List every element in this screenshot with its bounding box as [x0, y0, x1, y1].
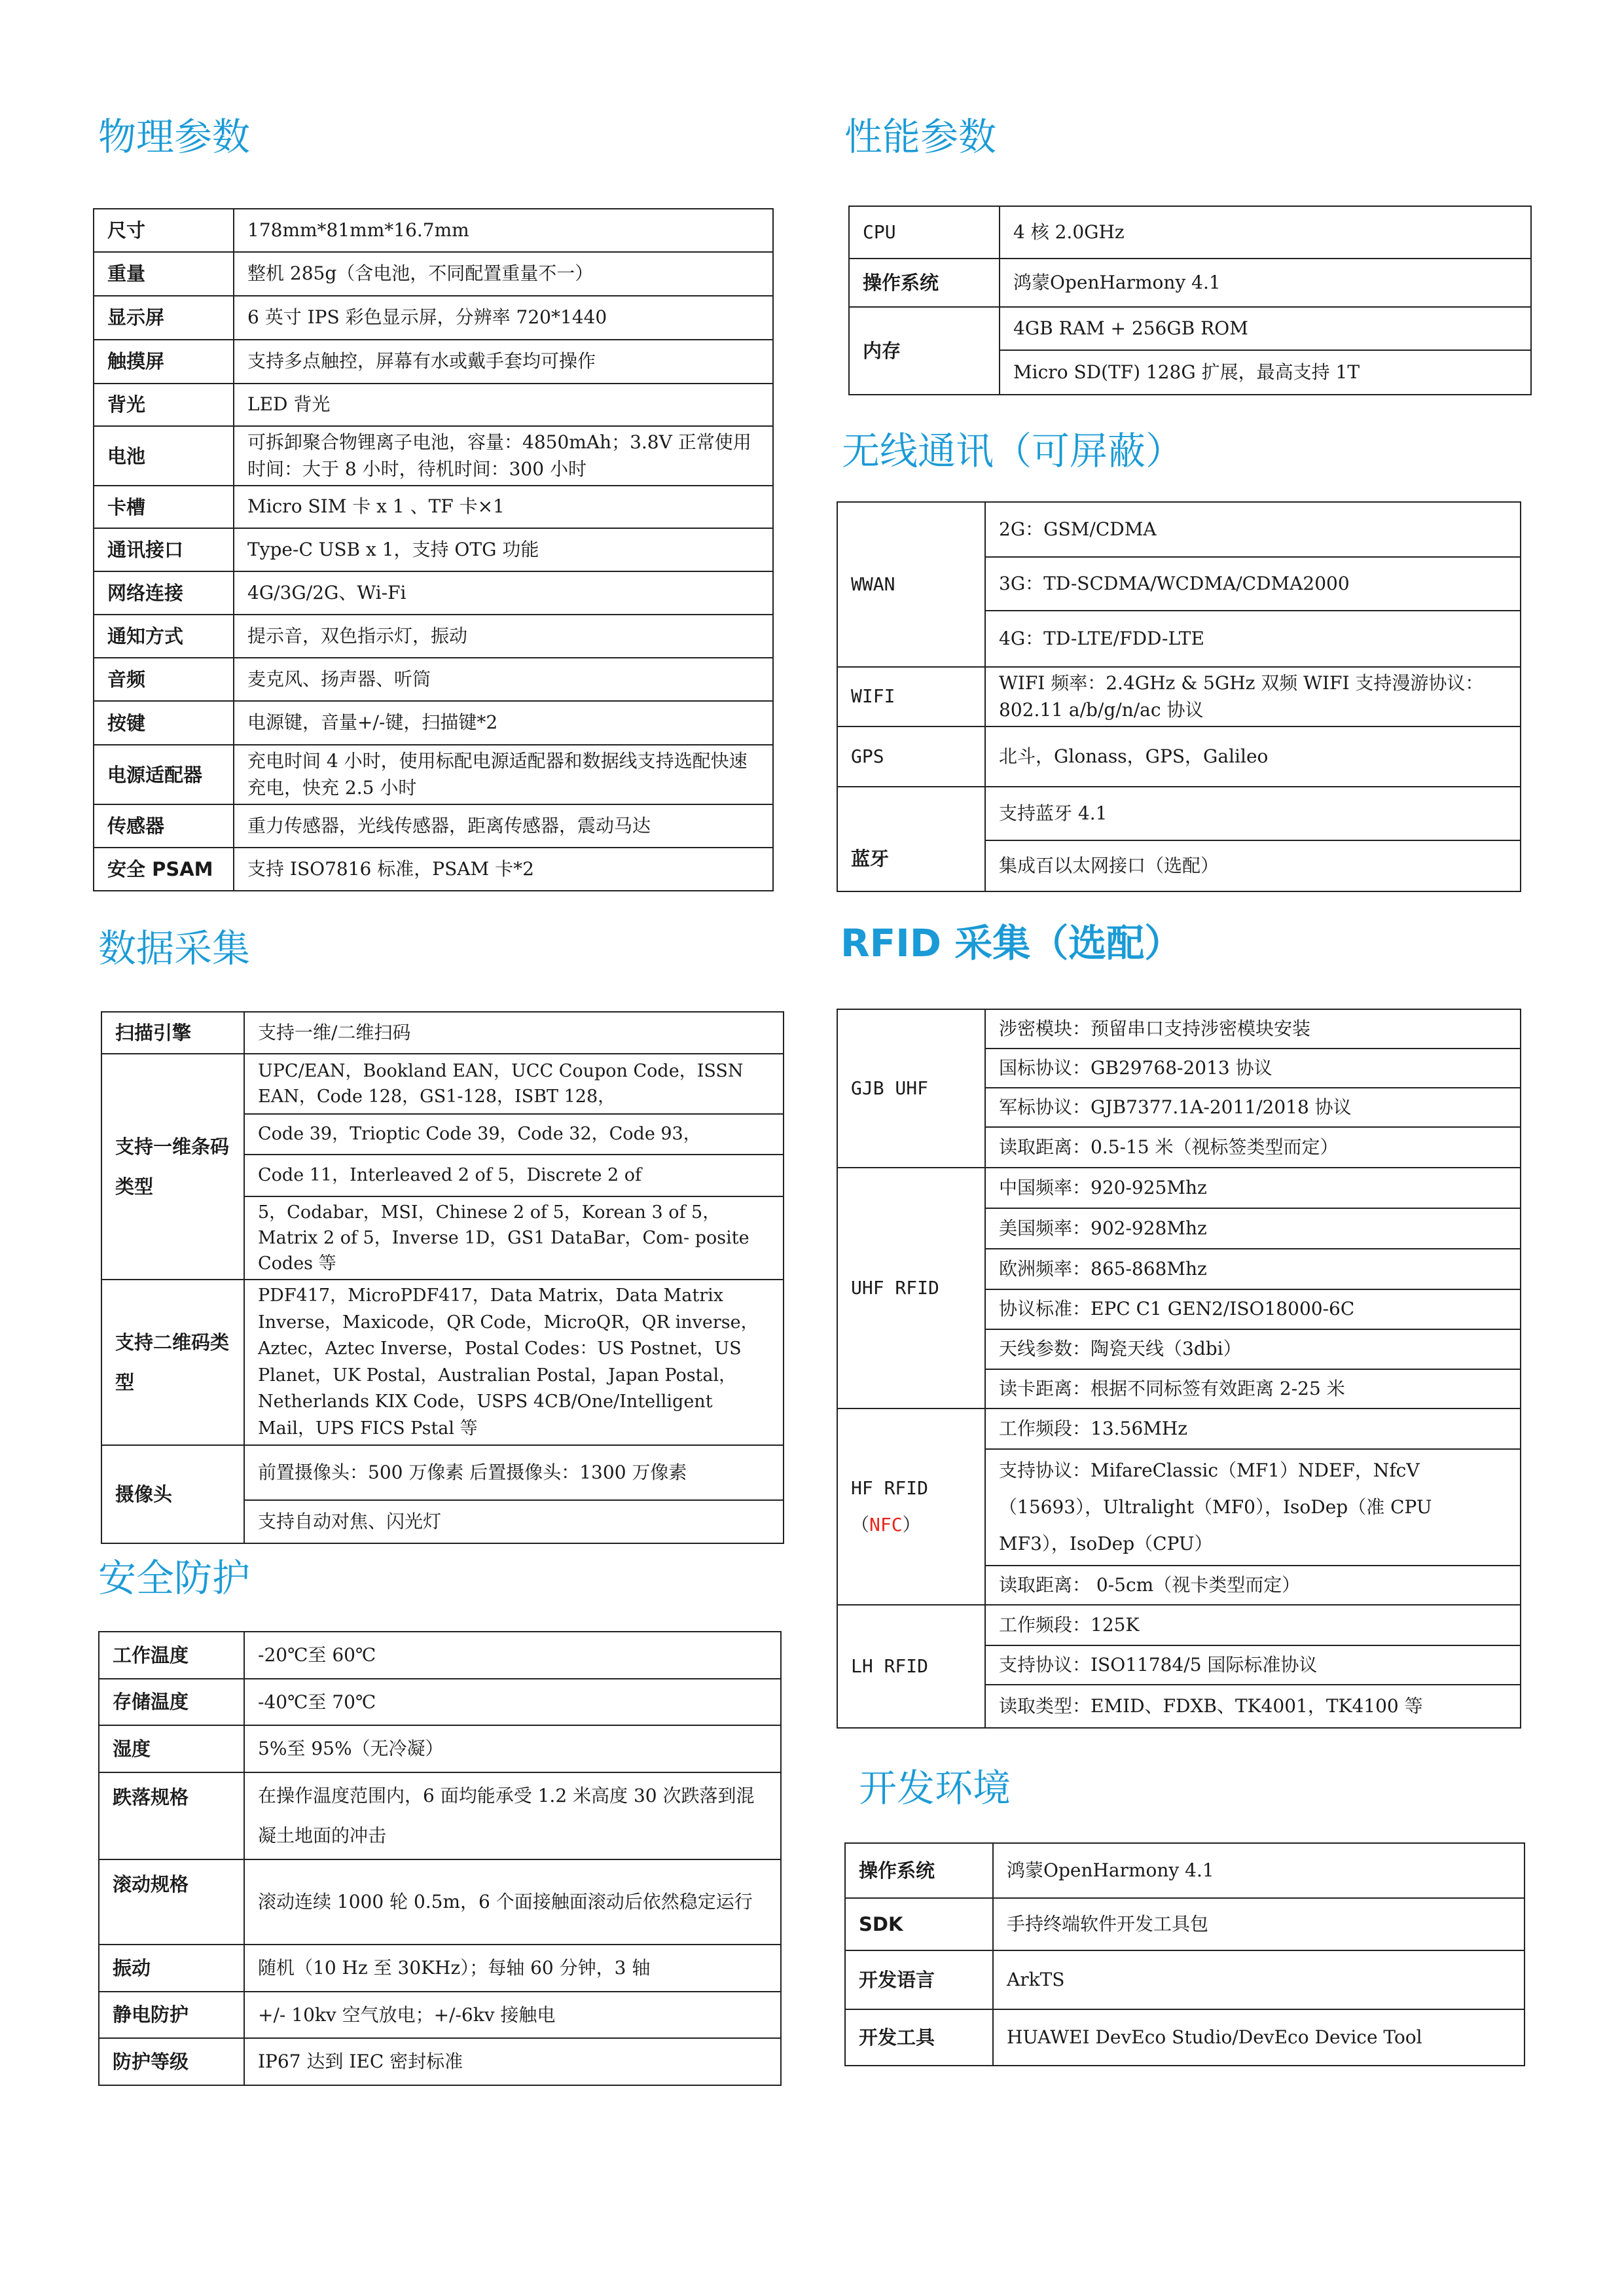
gjb-uhf-value: 读取距离：0.5-15 米（视标签类型而定） [985, 1127, 1521, 1168]
one-d-value-1: UPC/EAN，Bookland EAN，UCC Coupon Code，ISSN EAN，Code 128，GS1-128，ISBT 128， [244, 1054, 784, 1114]
gps-key: GPS [837, 726, 985, 787]
physical-value: LED 背光 [234, 384, 773, 426]
uhf-rfid-value: 协议标准：EPC C1 GEN2/ISO18000-6C [985, 1289, 1521, 1329]
physical-key: 安全 PSAM [94, 848, 234, 891]
uhf-rfid-value: 读卡距离：根据不同标签有效距离 2-25 米 [985, 1369, 1521, 1408]
physical-key: 传感器 [94, 804, 234, 848]
bluetooth-value-2: 集成百以太网接口（选配） [985, 840, 1521, 891]
table-row [845, 2009, 1525, 2066]
engine-key: 扫描引擎 [101, 1012, 244, 1054]
dev-env-body [845, 1843, 1525, 2066]
uhf-rfid-value: 欧洲频率：865-868Mhz [985, 1249, 1521, 1289]
lh-rfid-value: 读取类型：EMID、FDXB、TK4001，TK4100 等 [985, 1685, 1521, 1728]
table-row [94, 615, 773, 658]
physical-key: 电源适配器 [94, 745, 234, 804]
security-value: -20℃至 60℃ [244, 1632, 781, 1679]
section-title-wireless: 无线通讯（可屏蔽） [842, 429, 1184, 473]
wwan-3g: 3G：TD-SCDMA/WCDMA/CDMA2000 [985, 557, 1521, 611]
performance-table [848, 206, 1532, 395]
dev-env-key: 开发工具 [845, 2009, 993, 2066]
table-row [94, 486, 773, 528]
dev-env-value: ArkTS [993, 1950, 1525, 2009]
physical-value: 提示音，双色指示灯，振动 [234, 615, 773, 658]
hf-rfid-key-label: HF RFID [851, 1477, 929, 1499]
physical-value: 电源键，音量+/-键，扫描键*2 [234, 701, 773, 745]
security-value: IP67 达到 IEC 密封标准 [244, 2038, 781, 2085]
wireless-table [837, 501, 1521, 892]
table-row [99, 1679, 781, 1726]
security-value: -40℃至 70℃ [244, 1679, 781, 1726]
security-body [99, 1632, 781, 2085]
os-value: 鸿蒙OpenHarmony 4.1 [1000, 259, 1531, 307]
security-key: 跌落规格 [99, 1772, 244, 1859]
hf-rfid-protocol: 支持协议：MifareClassic（MF1）NDEF，NfcV（15693），Ultralight（MF0），IsoDep（准 CPU MF3），IsoDep（CPU） [985, 1449, 1521, 1566]
dev-env-value: HUAWEI DevEco Studio/DevEco Device Tool [993, 2009, 1525, 2066]
security-value: 随机（10 Hz 至 30KHz）；每轴 60 分钟，3 轴 [244, 1945, 781, 1992]
camera-value-2: 支持自动对焦、闪光灯 [244, 1500, 784, 1543]
hf-rfid-freq: 工作频段：13.56MHz [985, 1408, 1521, 1449]
physical-key: 电池 [94, 426, 234, 486]
table-row [94, 209, 773, 252]
table-row [837, 1168, 1521, 1208]
physical-value: 可拆卸聚合物锂离子电池，容量：4850mAh；3.8V 正常使用时间：大于 8 小时，待机时间：300 小时 [234, 426, 773, 486]
section-title-security: 安全防护 [98, 1556, 251, 1600]
physical-key: 通讯接口 [94, 528, 234, 571]
table-row [94, 571, 773, 615]
physical-value: 支持 ISO7816 标准，PSAM 卡*2 [234, 848, 773, 891]
gjb-uhf-value: 军标协议：GJB7377.1A-2011/2018 协议 [985, 1088, 1521, 1127]
two-d-key: 支持二维码类型 [101, 1280, 244, 1445]
table-row [94, 340, 773, 384]
gjb-uhf-value: 国标协议：GB29768-2013 协议 [985, 1049, 1521, 1088]
table-row [837, 1605, 1521, 1645]
memory-value-1: 4GB RAM + 256GB ROM [1000, 307, 1531, 350]
table-row [94, 745, 773, 804]
physical-key: 网络连接 [94, 571, 234, 615]
os-key: 操作系统 [849, 259, 1000, 307]
hf-rfid-paren-open: （ [851, 1514, 870, 1535]
physical-value: 充电时间 4 小时，使用标配电源适配器和数据线支持选配快速充电，快充 2.5 小时 [234, 745, 773, 804]
table-row [94, 296, 773, 340]
dev-env-key: SDK [845, 1898, 993, 1950]
table-row [94, 804, 773, 848]
lh-rfid-value: 工作频段：125K [985, 1605, 1521, 1645]
camera-key: 摄像头 [101, 1445, 244, 1543]
dev-env-value: 手持终端软件开发工具包 [993, 1898, 1525, 1950]
memory-value-2: Micro SD(TF) 128G 扩展，最高支持 1T [1000, 350, 1531, 395]
table-row [94, 848, 773, 891]
table-row [99, 1772, 781, 1859]
table-row [94, 528, 773, 571]
gjb-uhf: GJB UHF [837, 1009, 985, 1168]
physical-key: 按键 [94, 701, 234, 745]
hf-rfid-key [837, 1408, 985, 1605]
table-row [94, 658, 773, 701]
physical-key: 背光 [94, 384, 234, 426]
table-row [99, 2038, 781, 2085]
physical-value: 178mm*81mm*16.7mm [234, 209, 773, 252]
physical-key: 卡槽 [94, 486, 234, 528]
table-row [94, 426, 773, 486]
security-key: 湿度 [99, 1725, 244, 1772]
data-capture-table [101, 1011, 784, 1544]
uhf-rfid-value: 天线参数：陶瓷天线（3dbi） [985, 1329, 1521, 1369]
dev-env-key: 开发语言 [845, 1950, 993, 2009]
section-title-performance: 性能参数 [844, 115, 997, 159]
physical-key: 尺寸 [94, 209, 234, 252]
security-value: 滚动连续 1000 轮 0.5m，6 个面接触面滚动后依然稳定运行 [244, 1859, 781, 1945]
table-row [837, 1009, 1521, 1049]
bluetooth-key: 蓝牙 [837, 787, 985, 891]
section-title-physical: 物理参数 [98, 115, 251, 159]
wwan-4g: 4G：TD-LTE/FDD-LTE [985, 611, 1521, 667]
table-row [837, 1408, 1521, 1449]
security-key: 滚动规格 [99, 1859, 244, 1945]
physical-key: 显示屏 [94, 296, 234, 340]
dev-env-key: 操作系统 [845, 1843, 993, 1898]
cpu-key: CPU [849, 206, 1000, 259]
table-row [99, 1632, 781, 1679]
security-value: +/- 10kv 空气放电；+/-6kv 接触电 [244, 1992, 781, 2039]
dev-env-table [844, 1842, 1525, 2066]
section-title-rfid: RFID 采集（选配） [840, 921, 1183, 965]
physical-value: 支持多点触控，屏幕有水或戴手套均可操作 [234, 340, 773, 384]
one-d-value-4: 5，Codabar，MSI，Chinese 2 of 5，Korean 3 of 5，Matrix 2 of 5，Inverse 1D，GS1 DataBar，Com- posite Codes 等 [244, 1196, 784, 1280]
one-d-value-2: Code 39，Trioptic Code 39，Code 32，Code 93， [244, 1114, 784, 1155]
physical-value: 整机 285g（含电池，不同配置重量不一） [234, 252, 773, 296]
physical-value: 麦克风、扬声器、听筒 [234, 658, 773, 701]
security-value: 5%至 95%（无冷凝） [244, 1725, 781, 1772]
table-row [94, 701, 773, 745]
physical-key: 触摸屏 [94, 340, 234, 384]
table-row [845, 1898, 1525, 1950]
physical-value: 6 英寸 IPS 彩色显示屏，分辨率 720*1440 [234, 296, 773, 340]
wifi-key: WIFI [837, 667, 985, 726]
physical-value: 重力传感器，光线传感器，距离传感器，震动马达 [234, 804, 773, 848]
security-key: 振动 [99, 1945, 244, 1992]
lh-rfid-value: 支持协议：ISO11784/5 国际标准协议 [985, 1645, 1521, 1685]
table-row [99, 1945, 781, 1992]
lh-rfid: LH RFID [837, 1605, 985, 1728]
gps-value: 北斗，Glonass，GPS，Galileo [985, 726, 1521, 787]
cpu-value: 4 核 2.0GHz [1000, 206, 1531, 259]
table-row [94, 384, 773, 426]
one-d-key: 支持一维条码类型 [101, 1054, 244, 1280]
physical-value: Micro SIM 卡 x 1 、TF 卡×1 [234, 486, 773, 528]
security-key: 防护等级 [99, 2038, 244, 2085]
table-row [94, 252, 773, 296]
physical-value: Type-C USB x 1，支持 OTG 功能 [234, 528, 773, 571]
uhf-rfid-value: 中国频率：920-925Mhz [985, 1168, 1521, 1208]
hf-rfid-paren-close: ） [902, 1514, 921, 1535]
physical-key: 音频 [94, 658, 234, 701]
one-d-value-3: Code 11，Interleaved 2 of 5，Discrete 2 of [244, 1155, 784, 1196]
hf-rfid-nfc-label: NFC [869, 1514, 903, 1535]
physical-params-body [94, 209, 773, 891]
security-key: 存储温度 [99, 1679, 244, 1726]
table-row [99, 1725, 781, 1772]
security-value: 在操作温度范围内，6 面均能承受 1.2 米高度 30 次跌落到混凝土地面的冲击 [244, 1772, 781, 1859]
wifi-value: WIFI 频率：2.4GHz & 5GHz 双频 WIFI 支持漫游协议：802.11 a/b/g/n/ac 协议 [985, 667, 1521, 726]
table-row [99, 1859, 781, 1945]
security-key: 静电防护 [99, 1992, 244, 2039]
table-row [845, 1950, 1525, 2009]
physical-key: 通知方式 [94, 615, 234, 658]
two-d-value: PDF417，MicroPDF417，Data Matrix，Data Matrix Inverse，Maxicode，QR Code，MicroQR，QR inverse，Aztec，Aztec Inverse，Postal Codes：US Postnet，US Planet，UK Postal，Australian Postal，Japan Postal，Netherlands KIX Code，USPS 4CB/One/Intelligent Mail，UPS FICS Pstal 等 [244, 1280, 784, 1445]
wwan-key: WWAN [837, 502, 985, 667]
dev-env-value: 鸿蒙OpenHarmony 4.1 [993, 1843, 1525, 1898]
table-row [845, 1843, 1525, 1898]
physical-value: 4G/3G/2G、Wi-Fi [234, 571, 773, 615]
table-row [99, 1992, 781, 2039]
bluetooth-value-1: 支持蓝牙 4.1 [985, 787, 1521, 840]
engine-value: 支持一维/二维扫码 [244, 1012, 784, 1054]
section-title-data-capture: 数据采集 [98, 926, 251, 971]
security-key: 工作温度 [99, 1632, 244, 1679]
gjb-uhf-value: 涉密模块：预留串口支持涉密模块安装 [985, 1009, 1521, 1049]
physical-params-table [93, 208, 774, 891]
memory-key: 内存 [849, 307, 1000, 395]
rfid-body [837, 1009, 1521, 1728]
physical-key: 重量 [94, 252, 234, 296]
section-title-dev-env: 开发环境 [859, 1766, 1011, 1810]
security-table [98, 1631, 782, 2086]
rfid-table [837, 1009, 1521, 1729]
hf-rfid-distance: 读取距离： 0-5cm（视卡类型而定） [985, 1566, 1521, 1605]
uhf-rfid: UHF RFID [837, 1168, 985, 1408]
wwan-2g: 2G：GSM/CDMA [985, 502, 1521, 557]
uhf-rfid-value: 美国频率：902-928Mhz [985, 1208, 1521, 1249]
camera-value-1: 前置摄像头：500 万像素 后置摄像头：1300 万像素 [244, 1445, 784, 1500]
